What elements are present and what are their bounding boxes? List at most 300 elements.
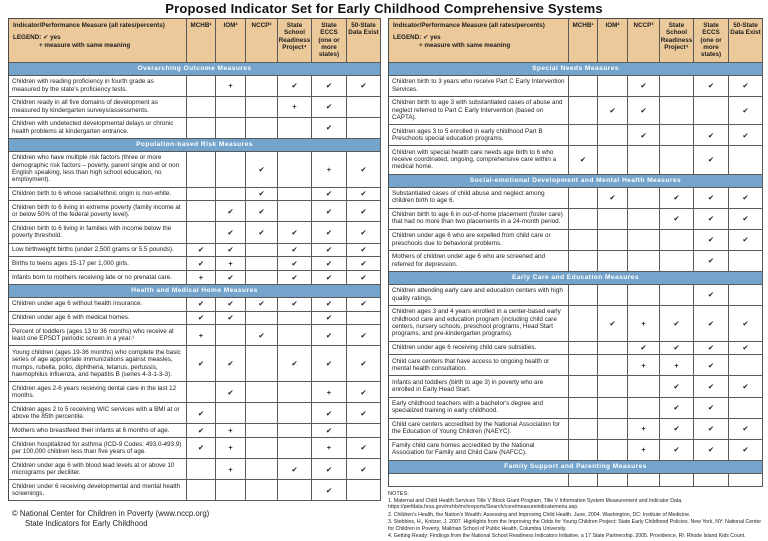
empty-cell [278, 118, 312, 139]
indicator-row [9, 403, 381, 424]
empty-cell [569, 251, 598, 272]
section-header: Health and Medical Home Measures [9, 285, 381, 298]
check-mark: ✔ [347, 244, 381, 258]
check-mark: ✔ [347, 382, 381, 403]
check-mark: ✔ [278, 76, 312, 97]
check-mark: ✔ [312, 188, 347, 202]
empty-cell [598, 125, 628, 146]
check-mark: ✔ [312, 403, 347, 424]
check-mark: ✔ [660, 209, 694, 230]
indicator-header-cell [389, 19, 569, 63]
indicator-text: Low birthweight births (under 2,500 grams or 5.5 pounds). [9, 244, 187, 258]
indicator-text [389, 474, 569, 487]
plus-mark: + [216, 424, 246, 438]
check-mark: ✔ [598, 188, 628, 209]
check-mark: ✔ [216, 312, 246, 326]
measure-column-label: Indicator/Performance Measure (all rates/percents) [13, 22, 165, 29]
check-mark: ✔ [694, 355, 729, 376]
empty-cell [278, 325, 312, 346]
column-header-mchb: MCHB¹ [187, 19, 216, 63]
right-indicator-table [388, 18, 763, 487]
plus-mark: + [278, 97, 312, 118]
check-mark: ✔ [694, 440, 729, 461]
empty-cell [246, 438, 278, 459]
check-mark: ✔ [187, 424, 216, 438]
table-header-row [389, 19, 763, 63]
indicator-row [9, 271, 381, 285]
empty-cell [729, 398, 763, 419]
indicator-text: Children under age 6 with blood lead levels at or above 10 micrograms per deciliter. [9, 459, 187, 480]
indicator-row [389, 419, 763, 440]
empty-cell [216, 403, 246, 424]
indicator-row [9, 188, 381, 202]
empty-cell [598, 285, 628, 306]
check-mark: ✔ [278, 346, 312, 382]
indicator-row [9, 298, 381, 312]
empty-cell [347, 312, 381, 326]
empty-cell [569, 188, 598, 209]
indicator-header-cell [9, 19, 187, 63]
legend-line-1: LEGEND: ✔ yes [13, 34, 61, 42]
indicator-row [389, 97, 763, 125]
table-header-row [9, 19, 381, 63]
check-mark: ✔ [660, 419, 694, 440]
check-mark: ✔ [187, 403, 216, 424]
check-mark: ✔ [628, 76, 660, 97]
check-mark: ✔ [278, 459, 312, 480]
empty-cell [598, 440, 628, 461]
column-header-state-eccs: State ECCS (one or more states) [312, 19, 347, 63]
footer [8, 509, 380, 528]
empty-cell [598, 209, 628, 230]
empty-cell [598, 76, 628, 97]
indicator-row [9, 382, 381, 403]
page-title: Proposed Indicator Set for Early Childhood Comprehensive Systems [165, 1, 603, 16]
empty-cell [569, 376, 598, 397]
notes-heading: NOTES: [388, 490, 409, 497]
indicator-text: Children birth to 6 whose racial/ethnic origin is non-white. [9, 188, 187, 202]
empty-cell [628, 146, 660, 174]
check-mark: ✔ [694, 146, 729, 174]
empty-cell [216, 480, 246, 501]
empty-cell [729, 251, 763, 272]
note-item: 1. Maternal and Child Health Services Title V Block Grant Program, Title V Information System Measurement and Indicator Data. https://perfdata.hrsa.gov/mchb/mchreports/Search/core/measureindicatemenu.asp. [388, 497, 683, 510]
empty-cell [660, 146, 694, 174]
section-row [9, 63, 381, 76]
plus-mark: + [628, 355, 660, 376]
plus-mark: + [187, 325, 216, 346]
indicator-text: Percent of toddlers (ages 13 to 36 months) who receive at least one EPSDT periodic screen in a year.¹ [9, 325, 187, 346]
check-mark: ✔ [312, 312, 347, 326]
indicator-row [9, 346, 381, 382]
empty-cell [569, 355, 598, 376]
indicator-row [9, 325, 381, 346]
indicator-row [9, 201, 381, 222]
empty-cell [628, 251, 660, 272]
indicator-row [389, 306, 763, 342]
indicator-text: Children ages 2 to 5 receiving WIC services with a BMI at or above the 85th percentile. [9, 403, 187, 424]
indicator-row [389, 398, 763, 419]
check-mark: ✔ [312, 201, 347, 222]
left-column [8, 18, 380, 528]
empty-cell [278, 312, 312, 326]
check-mark: ✔ [312, 222, 347, 243]
empty-cell [246, 257, 278, 271]
empty-cell [598, 146, 628, 174]
empty-cell [216, 152, 246, 188]
check-mark: ✔ [347, 459, 381, 480]
column-header-state-eccs: State ECCS (one or more states) [694, 19, 729, 63]
plus-mark: + [312, 152, 347, 188]
check-mark: ✔ [729, 97, 763, 125]
empty-cell [628, 398, 660, 419]
empty-cell [598, 342, 628, 356]
section-header: Family Support and Parenting Measures [389, 461, 763, 474]
indicator-text: Child care centers that have access to ongoing health or mental health consultation. [389, 355, 569, 376]
check-mark: ✔ [729, 306, 763, 342]
indicator-row [9, 257, 381, 271]
check-mark: ✔ [246, 325, 278, 346]
indicator-row [389, 474, 763, 487]
check-mark: ✔ [660, 306, 694, 342]
empty-cell [187, 76, 216, 97]
check-mark: ✔ [694, 398, 729, 419]
check-mark: ✔ [278, 257, 312, 271]
indicator-row [9, 152, 381, 188]
indicator-text: Child care centers accredited by the National Association for the Education of Young Children (NAEYC). [389, 419, 569, 440]
check-mark: ✔ [216, 271, 246, 285]
plus-mark: + [312, 438, 347, 459]
indicator-text: Mothers of children under age 6 who are screened and referred for depression. [389, 251, 569, 272]
check-mark: ✔ [347, 438, 381, 459]
copyright-line: © National Center for Children in Poverty (www.nccp.org) [12, 509, 210, 519]
footer-subtitle: State Indicators for Early Childhood [25, 518, 148, 528]
empty-cell [569, 209, 598, 230]
empty-cell [628, 188, 660, 209]
empty-cell [660, 230, 694, 251]
plus-mark: + [216, 459, 246, 480]
indicator-row [9, 480, 381, 501]
indicator-text: Children ages 3 to 5 enrolled in early childhood Part B Preschools special education programs. [389, 125, 569, 146]
empty-cell [569, 306, 598, 342]
empty-cell [246, 382, 278, 403]
check-mark: ✔ [187, 346, 216, 382]
check-mark: ✔ [694, 209, 729, 230]
empty-cell [569, 97, 598, 125]
check-mark: ✔ [312, 459, 347, 480]
section-row [389, 175, 763, 188]
check-mark: ✔ [694, 76, 729, 97]
check-mark: ✔ [694, 342, 729, 356]
empty-cell [246, 312, 278, 326]
check-mark: ✔ [694, 230, 729, 251]
indicator-text: Infants born to mothers receiving late or no prenatal care. [9, 271, 187, 285]
check-mark: ✔ [187, 257, 216, 271]
empty-cell [628, 230, 660, 251]
check-mark: ✔ [347, 201, 381, 222]
check-mark: ✔ [729, 376, 763, 397]
section-row [389, 461, 763, 474]
check-mark: ✔ [278, 271, 312, 285]
plus-mark: + [660, 355, 694, 376]
section-header: Early Care and Education Measures [389, 272, 763, 285]
indicator-text: Children who have multiple risk factors (three or more demographic risk factors – poverty, parent single and or non English speaking, less than high school education, no employment). [9, 152, 187, 188]
empty-cell [246, 118, 278, 139]
empty-cell [347, 480, 381, 501]
empty-cell [246, 271, 278, 285]
empty-cell [569, 285, 598, 306]
section-row [389, 63, 763, 76]
empty-cell [569, 76, 598, 97]
indicator-row [389, 209, 763, 230]
indicator-text: Children under age 6 who are expelled from child care or preschools due to behavioral problems. [389, 230, 569, 251]
column-header-50-state-data: 50-State Data Exist [347, 19, 381, 63]
indicator-row [389, 440, 763, 461]
indicator-text: Children under age 6 receiving child care subsidies. [389, 342, 569, 356]
check-mark: ✔ [246, 152, 278, 188]
empty-cell [598, 474, 628, 487]
section-row [9, 285, 381, 298]
check-mark: ✔ [569, 146, 598, 174]
check-mark: ✔ [187, 312, 216, 326]
check-mark: ✔ [312, 257, 347, 271]
empty-cell [569, 474, 598, 487]
check-mark: ✔ [729, 76, 763, 97]
check-mark: ✔ [347, 346, 381, 382]
empty-cell [660, 285, 694, 306]
plus-mark: + [628, 440, 660, 461]
empty-cell [729, 146, 763, 174]
check-mark: ✔ [694, 419, 729, 440]
empty-cell [278, 424, 312, 438]
indicator-text: Children under age 6 without health insurance. [9, 298, 187, 312]
column-header-50-state-data: 50-State Data Exist [729, 19, 763, 63]
check-mark: ✔ [347, 403, 381, 424]
empty-cell [729, 285, 763, 306]
empty-cell [598, 398, 628, 419]
check-mark: ✔ [187, 244, 216, 258]
empty-cell [628, 285, 660, 306]
indicator-text: Children birth to age 3 with substantiated cases of abuse and neglect referred to Part C Early Intervention (based on CAPTA). [389, 97, 569, 125]
check-mark: ✔ [312, 271, 347, 285]
check-mark: ✔ [312, 424, 347, 438]
check-mark: ✔ [660, 188, 694, 209]
empty-cell [660, 125, 694, 146]
check-mark: ✔ [694, 285, 729, 306]
note-item: 2. Children's Health, the Nation's Wealth: Assessing and Improving Child Health. June, 2004. Washington, DC: Institute of Medicine. [388, 511, 691, 518]
section-header: Special Needs Measures [389, 63, 763, 76]
check-mark: ✔ [312, 480, 347, 501]
indicator-text: Mothers who breastfeed their infants at 6 months of age. [9, 424, 187, 438]
indicator-row [9, 244, 381, 258]
empty-cell [187, 222, 216, 243]
indicator-row [389, 188, 763, 209]
empty-cell [660, 76, 694, 97]
column-header-nccp: NCCP³ [628, 19, 660, 63]
plus-mark: + [628, 306, 660, 342]
empty-cell [569, 440, 598, 461]
empty-cell [347, 424, 381, 438]
check-mark: ✔ [628, 97, 660, 125]
indicator-row [9, 459, 381, 480]
check-mark: ✔ [312, 76, 347, 97]
indicator-row [389, 376, 763, 397]
empty-cell [628, 209, 660, 230]
check-mark: ✔ [347, 298, 381, 312]
empty-cell [278, 403, 312, 424]
indicator-text: Children hospitalized for asthma (ICD-9 Codes: 493.0-493.9) per 100,000 children less than five years of age. [9, 438, 187, 459]
check-mark: ✔ [216, 298, 246, 312]
empty-cell [246, 480, 278, 501]
empty-cell [347, 118, 381, 139]
check-mark: ✔ [729, 440, 763, 461]
indicator-row [9, 118, 381, 139]
empty-cell [569, 398, 598, 419]
empty-cell [278, 438, 312, 459]
check-mark: ✔ [729, 188, 763, 209]
check-mark: ✔ [246, 201, 278, 222]
check-mark: ✔ [347, 222, 381, 243]
indicator-row [9, 438, 381, 459]
empty-cell [246, 459, 278, 480]
section-header: Population-based Risk Measures [9, 139, 381, 152]
indicator-text: Births to teens ages 15-17 per 1,000 girls. [9, 257, 187, 271]
indicator-text: Children ages 2-6 years receiving dental care in the last 12 months. [9, 382, 187, 403]
empty-cell [278, 188, 312, 202]
empty-cell [278, 201, 312, 222]
empty-cell [278, 152, 312, 188]
indicator-text: Children attending early care and education centers with high quality ratings. [389, 285, 569, 306]
check-mark: ✔ [694, 376, 729, 397]
indicator-text: Children with reading proficiency in fourth grade as measured by the state's proficiency tests. [9, 76, 187, 97]
check-mark: ✔ [216, 382, 246, 403]
check-mark: ✔ [246, 298, 278, 312]
empty-cell [660, 474, 694, 487]
check-mark: ✔ [347, 325, 381, 346]
empty-cell [598, 355, 628, 376]
indicator-text: Children ready in all five domains of development as measured by kindergarten surveys/assessments. [9, 97, 187, 118]
indicator-row [389, 251, 763, 272]
indicator-text: Substantiated cases of child abuse and neglect among children birth to age 6. [389, 188, 569, 209]
empty-cell [729, 474, 763, 487]
empty-cell [694, 97, 729, 125]
indicator-text: Early childhood teachers with a bachelor's degree and specialized training in early childhood. [389, 398, 569, 419]
empty-cell [246, 346, 278, 382]
indicator-text: Children birth to 6 living in families with income below the poverty threshold. [9, 222, 187, 243]
empty-cell [187, 480, 216, 501]
plus-mark: + [312, 382, 347, 403]
empty-cell [598, 376, 628, 397]
check-mark: ✔ [278, 222, 312, 243]
empty-cell [187, 118, 216, 139]
indicator-row [9, 76, 381, 97]
notes-list [388, 498, 762, 540]
empty-cell [187, 188, 216, 202]
indicator-text: Children with undetected developmental delays or chronic health problems at kindergarten entrance. [9, 118, 187, 139]
indicator-text: Children under age 6 with medical homes. [9, 312, 187, 326]
empty-cell [246, 424, 278, 438]
column-header-state-school-readiness: State School Readiness Project⁴ [278, 19, 312, 63]
indicator-text: Young children (ages 19-36 months) who complete the basic series of age appropriate immunizations against measles, mumps, rubella, polio, diphtheria, tetanus, pertussis, haemophilus influenza, and hepatitis B (series 4-3-1-3-3). [9, 346, 187, 382]
empty-cell [660, 251, 694, 272]
section-header: Social-emotional Development and Mental Health Measures [389, 175, 763, 188]
note-item: 4. Getting Ready: Findings from the National School Readiness Indicators Initiative, a 17 State Partnership. 2005. Providence, RI: Rhode Island Kids Count. [388, 533, 746, 540]
empty-cell [216, 118, 246, 139]
check-mark: ✔ [660, 440, 694, 461]
indicator-text: Children with special health care needs age birth to 6 who receive coordinated, ongoing, comprehensive care within a medical home. [389, 146, 569, 174]
check-mark: ✔ [312, 97, 347, 118]
check-mark: ✔ [312, 346, 347, 382]
empty-cell [216, 325, 246, 346]
empty-cell [347, 97, 381, 118]
empty-cell [246, 403, 278, 424]
empty-cell [598, 251, 628, 272]
check-mark: ✔ [729, 342, 763, 356]
empty-cell [187, 152, 216, 188]
empty-cell [660, 97, 694, 125]
check-mark: ✔ [694, 251, 729, 272]
empty-cell [694, 474, 729, 487]
legend-line-2: + measure with same meaning [419, 41, 511, 49]
indicator-row [389, 355, 763, 376]
empty-cell [187, 201, 216, 222]
check-mark: ✔ [216, 244, 246, 258]
column-header-state-school-readiness: State School Readiness Project⁴ [660, 19, 694, 63]
check-mark: ✔ [598, 97, 628, 125]
check-mark: ✔ [312, 244, 347, 258]
check-mark: ✔ [628, 342, 660, 356]
left-indicator-table [8, 18, 381, 501]
empty-cell [278, 382, 312, 403]
plus-mark: + [216, 257, 246, 271]
check-mark: ✔ [278, 298, 312, 312]
empty-cell [598, 230, 628, 251]
check-mark: ✔ [729, 125, 763, 146]
check-mark: ✔ [694, 188, 729, 209]
empty-cell [598, 419, 628, 440]
empty-cell [278, 480, 312, 501]
legend-line-2: + measure with same meaning [39, 41, 131, 49]
empty-cell [187, 459, 216, 480]
section-row [389, 272, 763, 285]
empty-cell [569, 342, 598, 356]
indicator-row [9, 424, 381, 438]
plus-mark: + [628, 419, 660, 440]
check-mark: ✔ [216, 222, 246, 243]
section-header: Overarching Outcome Measures [9, 63, 381, 76]
indicator-text: Children ages 3 and 4 years enrolled in a center-based early childhood care and education program (including child care centers, nursery schools, preschool programs, Head Start programs, and pre-kindergarten programs). [389, 306, 569, 342]
indicator-text: Children birth to age 6 in out-of-home placement (foster care) that had no more than two placements in a 24-month period. [389, 209, 569, 230]
indicator-row [389, 285, 763, 306]
legend-line-1: LEGEND: ✔ yes [393, 34, 441, 42]
indicator-row [9, 222, 381, 243]
plus-mark: + [216, 438, 246, 459]
check-mark: ✔ [312, 298, 347, 312]
section-row [9, 139, 381, 152]
empty-cell [569, 125, 598, 146]
column-header-iom: IOM² [216, 19, 246, 63]
check-mark: ✔ [312, 118, 347, 139]
empty-cell [246, 97, 278, 118]
check-mark: ✔ [660, 376, 694, 397]
check-mark: ✔ [729, 230, 763, 251]
check-mark: ✔ [694, 125, 729, 146]
check-mark: ✔ [660, 342, 694, 356]
indicator-text: Infants and toddlers (birth to age 3) in poverty who are enrolled in Early Head Start. [389, 376, 569, 397]
empty-cell [246, 76, 278, 97]
check-mark: ✔ [312, 325, 347, 346]
check-mark: ✔ [694, 306, 729, 342]
